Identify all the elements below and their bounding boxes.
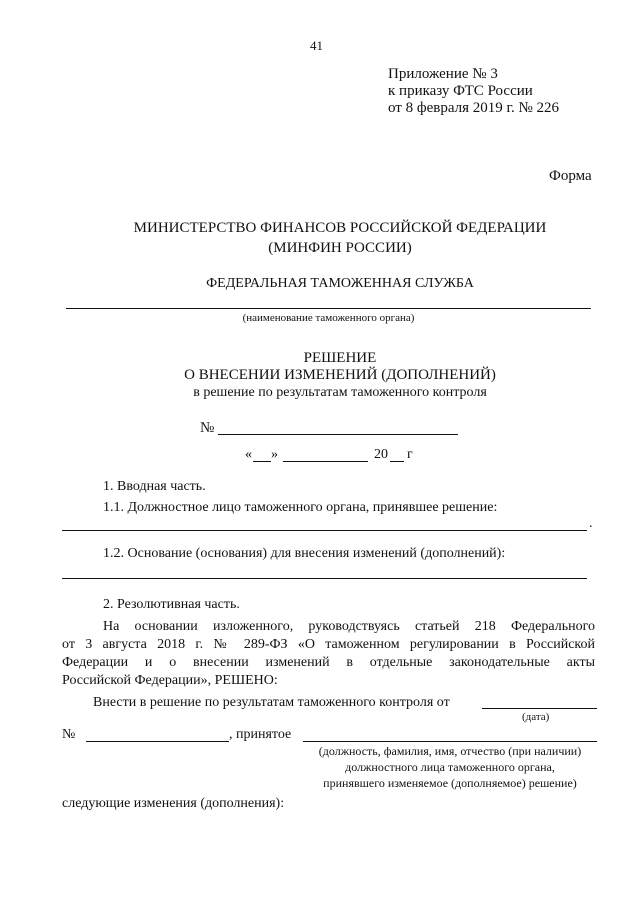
- section-official: 1.1. Должностное лицо таможенного органа, принявшее решение:: [103, 500, 498, 515]
- page-number: 41: [310, 38, 323, 53]
- paragraph-line-1: На основании изложенного, руководствуясь статьей 218 Федерального: [103, 619, 595, 634]
- amend-date-caption: (дата): [522, 711, 550, 723]
- date-year-suffix: г: [407, 447, 413, 462]
- amend-number-label: №: [62, 727, 76, 742]
- date-day-field[interactable]: [253, 461, 271, 462]
- official-field-end: .: [589, 516, 593, 531]
- amend-caption-2: должностного лица таможенного органа,: [345, 760, 555, 774]
- decision-title: РЕШЕНИЕ: [303, 350, 377, 366]
- decision-subtitle-2: в решение по результатам таможенного контроля: [193, 385, 487, 400]
- appendix-line-2: к приказу ФТС России: [388, 83, 533, 99]
- amend-number-field[interactable]: [86, 741, 229, 742]
- paragraph-line-2: от 3 августа 2018 г. № 289-ФЗ «О таможенном регулировании в Российской: [62, 637, 595, 652]
- amend-caption-3: принявшего изменяемое (дополняемое) решение): [323, 776, 577, 790]
- following-changes: следующие изменения (дополнения):: [62, 796, 285, 811]
- amend-official-field[interactable]: [303, 741, 597, 742]
- customs-body-caption: (наименование таможенного органа): [242, 312, 415, 324]
- date-month-field[interactable]: [283, 461, 368, 462]
- section-basis: 1.2. Основание (основания) для внесения изменений (дополнений):: [103, 546, 506, 561]
- amend-accepted-label: , принятое: [229, 727, 292, 742]
- decision-number-label: №: [200, 420, 215, 436]
- ministry-name: МИНИСТЕРСТВО ФИНАНСОВ РОССИЙСКОЙ ФЕДЕРАЦИИ: [133, 220, 547, 236]
- section-intro: 1. Вводная часть.: [103, 479, 206, 494]
- decision-number-field[interactable]: [218, 434, 458, 435]
- ministry-short-name: (МИНФИН РОССИИ): [268, 240, 412, 256]
- paragraph-line-4: Российской Федерации», РЕШЕНО:: [62, 673, 278, 688]
- decision-subtitle: О ВНЕСЕНИИ ИЗМЕНЕНИЙ (ДОПОЛНЕНИЙ): [184, 367, 496, 383]
- basis-field[interactable]: [62, 578, 587, 579]
- date-quote-open: «: [245, 447, 252, 462]
- amend-date-field[interactable]: [482, 708, 597, 709]
- date-quote-close: »: [271, 447, 278, 462]
- date-year-prefix: 20: [374, 447, 388, 462]
- service-name: ФЕДЕРАЛЬНАЯ ТАМОЖЕННАЯ СЛУЖБА: [206, 276, 474, 291]
- amend-text: Внести в решение по результатам таможенного контроля от: [93, 695, 450, 710]
- section-resolution: 2. Резолютивная часть.: [103, 597, 240, 612]
- date-year-field[interactable]: [390, 461, 404, 462]
- amend-caption-1: (должность, фамилия, имя, отчество (при наличии): [318, 744, 582, 758]
- appendix-line-3: от 8 февраля 2019 г. № 226: [388, 100, 560, 116]
- form-label: Форма: [549, 168, 592, 184]
- customs-body-line: [66, 308, 591, 309]
- paragraph-line-3: Федерации и о внесении изменений в отдельные законодательные акты: [62, 655, 595, 670]
- appendix-line-1: Приложение № 3: [388, 66, 498, 82]
- official-field[interactable]: [62, 530, 587, 531]
